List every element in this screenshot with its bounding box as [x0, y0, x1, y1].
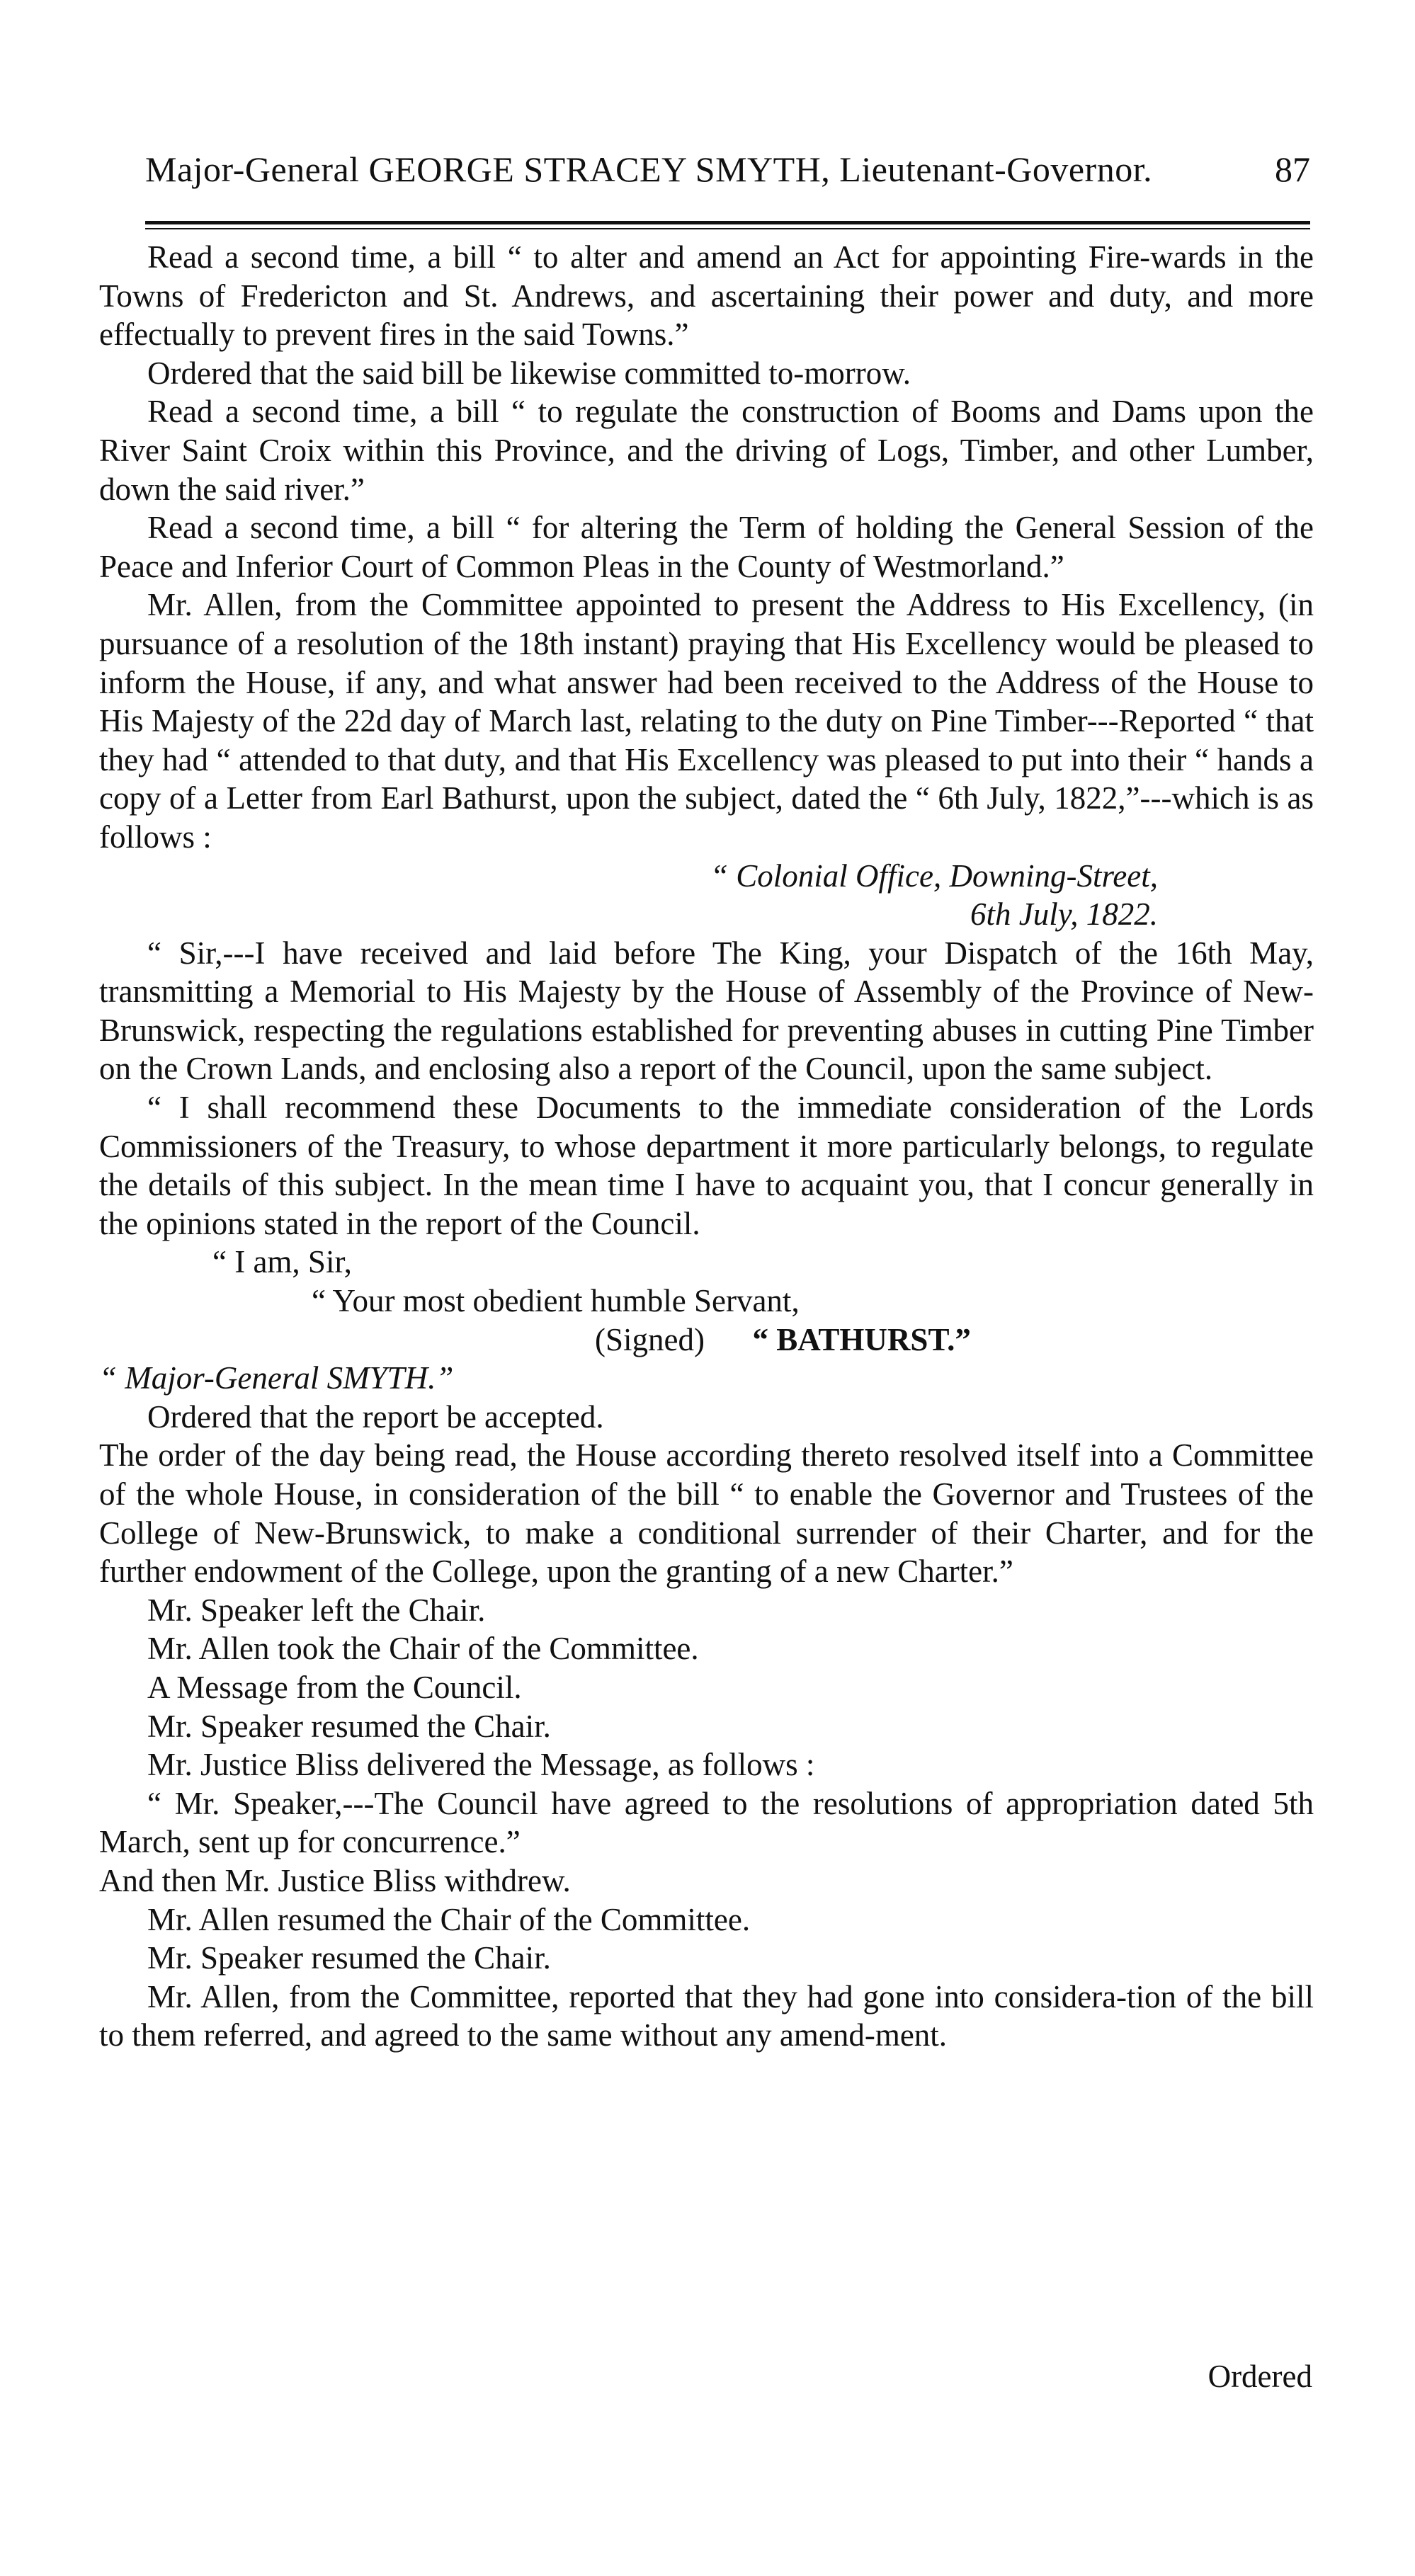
paragraph-order-of-day: The order of the day being read, the House according thereto resolved itself into a Committee of the whole House, in consideration of the bill “ to enable the Governor and Trustees of the College of New-Brunswick, to make a conditional surrender of their Charter, and for the further endowment of the College, upon the granting of a new Charter.” — [99, 1437, 1314, 1590]
letter-closing-1: “ I am, Sir, — [212, 1244, 352, 1280]
paragraph-committed: Ordered that the said bill be likewise committed to-morrow. — [147, 355, 911, 391]
paragraph-speaker-resumed-2: Mr. Speaker resumed the Chair. — [147, 1940, 551, 1976]
page-number: 87 — [1275, 149, 1310, 189]
running-header — [145, 135, 1310, 198]
paragraph-speaker-left: Mr. Speaker left the Chair. — [147, 1592, 486, 1628]
header-title: Major-General GEORGE STRACEY SMYTH, Lieutenant-Governor. — [145, 149, 1153, 189]
header-rule-thin — [145, 228, 1310, 229]
letter-place: “ Colonial Office, Downing-Street, — [710, 857, 1158, 894]
letter-paragraph-2: “ I shall recommend these Documents to the immediate consideration of the Lords Commissioners of the Treasury, to whose department it more particularly belongs, to regulate the details of this subject. In the mean time I have to acquaint you, that I concur generally in the opinions stated in the report of the Council. — [99, 1090, 1314, 1241]
paragraph-bliss-withdrew: And then Mr. Justice Bliss withdrew. — [99, 1862, 571, 1898]
paragraph-allen-final-report: Mr. Allen, from the Committee, reported that they had gone into considera-tion of the bill to them referred, and agreed to the same without any amend-ment. — [99, 1978, 1314, 2053]
page-body — [99, 238, 1314, 2055]
paragraph-westmorland-bill: Read a second time, a bill “ for altering the Term of holding the General Session of the Peace and Inferior Court of Common Pleas in the County of Westmorland.” — [99, 510, 1314, 584]
paragraph-bliss-delivered: Mr. Justice Bliss delivered the Message, as follows : — [147, 1747, 815, 1783]
letter-paragraph-1: “ Sir,---I have received and laid before The King, your Dispatch of the 16th May, transmitting a Memorial to His Majesty by the House of Assembly of the Province of New-Brunswick, respecting the regulations established for preventing abuses in cutting Pine Timber on the Crown Lands, and enclosing also a report of the Council, upon the same subject. — [99, 935, 1314, 1087]
paragraph-message-council: A Message from the Council. — [147, 1669, 522, 1705]
letter-closing-2: “ Your most obedient humble Servant, — [312, 1283, 800, 1319]
paragraph-booms-bill: Read a second time, a bill “ to regulate the construction of Booms and Dams upon the River Saint Croix within this Province, and the driving of Logs, Timber, and other Lumber, down the said river.” — [99, 394, 1314, 507]
letter-addressee: “ Major-General SMYTH.” — [99, 1360, 454, 1396]
paragraph-report-accepted: Ordered that the report be accepted. — [147, 1398, 604, 1435]
catchword: Ordered — [1207, 2359, 1312, 2394]
paragraph-speaker-resumed-1: Mr. Speaker resumed the Chair. — [147, 1708, 551, 1744]
letter-signed-line — [99, 1321, 1314, 1360]
paragraph-allen-report: Mr. Allen, from the Committee appointed to present the Address to His Excellency, (in pursuance of a resolution of the 18th instant) praying that His Excellency would be pleased to inform the House, if any, and what answer had been received to the Address of the House to His Majesty of the 22d day of March last, relating to the duty on Pine Timber---Reported “ that they had “ attended to that duty, and that His Excellency was pleased to put into their “ hands a copy of a Letter from Earl Bathurst, upon the subject, dated the “ 6th July, 1822,”---which is as follows : — [99, 587, 1314, 855]
header-rule-thick — [145, 221, 1310, 224]
paragraph-allen-chair: Mr. Allen took the Chair of the Committee. — [147, 1631, 699, 1667]
paragraph-allen-resumed: Mr. Allen resumed the Chair of the Committee. — [147, 1901, 751, 1937]
paragraph-council-agreed: “ Mr. Speaker,---The Council have agreed to the resolutions of appropriation dated 5th March, sent up for concurrence.” — [99, 1785, 1314, 1860]
paragraph-firewards-bill: Read a second time, a bill “ to alter and amend an Act for appointing Fire-wards in the Towns of Fredericton and St. Andrews, and ascertaining their power and duty, and more effectually to prevent fires in the said Towns.” — [99, 239, 1314, 353]
signature: “ BATHURST.” — [752, 1321, 971, 1357]
letter-date: 6th July, 1822. — [970, 896, 1158, 933]
signed-label: (Signed) — [595, 1321, 705, 1357]
